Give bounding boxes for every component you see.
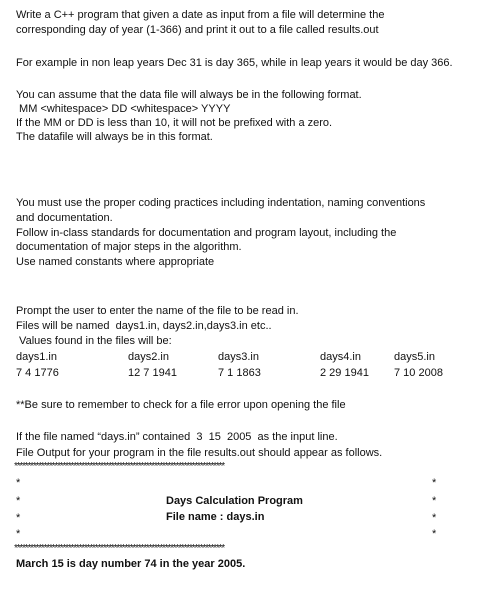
output-intro-line-2: File Output for your program in the file results.out should appear as follows. (16, 447, 383, 459)
intro-line-2: corresponding day of year (1-366) and print it out to a file called results.out (16, 24, 379, 36)
result-line: March 15 is day number 74 in the year 2005. (16, 558, 246, 570)
file-value-5: 7 10 2008 (394, 367, 443, 379)
example-line: For example in non leap years Dec 31 is day 365, while in leap years it would be day 366. (16, 57, 453, 69)
file-name-5: days5.in (394, 351, 435, 363)
practices-line-4: documentation of major steps in the algorithm. (16, 241, 242, 253)
practices-line-5: Use named constants where appropriate (16, 256, 215, 268)
prompt-line-3: Values found in the files will be: (16, 335, 172, 347)
prompt-line-2: Files will be named days1.in, days2.in,days3.in etc.. (16, 320, 272, 332)
file-name-4: days4.in (320, 351, 361, 363)
intro-line-1: Write a C++ program that given a date as input from a file will determine the (16, 9, 385, 21)
file-name-3: days3.in (218, 351, 259, 363)
format-line-4: The datafile will always be in this format. (16, 131, 213, 143)
box-file-line: File name : days.in (166, 511, 265, 523)
star-right-2: * (432, 495, 437, 507)
star-border-top: ****************************************************************************** (14, 461, 224, 472)
practices-line-2: and documentation. (16, 212, 113, 224)
box-title: Days Calculation Program (166, 495, 303, 507)
practices-line-3: Follow in-class standards for documentation and program layout, including the (16, 227, 397, 239)
star-right-4: * (432, 528, 437, 540)
practices-line-1: You must use the proper coding practices including indentation, naming conventions (16, 197, 426, 209)
star-right-3: * (432, 512, 437, 524)
prompt-line-1: Prompt the user to enter the name of the file to be read in. (16, 305, 299, 317)
file-value-1: 7 4 1776 (16, 367, 59, 379)
star-left-4: * (16, 528, 21, 540)
star-left-3: * (16, 512, 21, 524)
star-left-1: * (16, 477, 21, 489)
file-value-4: 2 29 1941 (320, 367, 369, 379)
file-value-2: 12 7 1941 (128, 367, 177, 379)
file-name-1: days1.in (16, 351, 57, 363)
format-line-3: If the MM or DD is less than 10, it will not be prefixed with a zero. (16, 117, 333, 129)
star-border-bottom: ****************************************************************************** (14, 543, 224, 554)
star-left-2: * (16, 495, 21, 507)
file-value-3: 7 1 1863 (218, 367, 261, 379)
format-line-2: MM <whitespace> DD <whitespace> YYYY (16, 103, 231, 115)
file-name-2: days2.in (128, 351, 169, 363)
output-intro-line-1: If the file named “days.in” contained 3 15 2005 as the input line. (16, 431, 338, 443)
star-right-1: * (432, 477, 437, 489)
format-line-1: You can assume that the data file will always be in the following format. (16, 89, 362, 101)
reminder-line: **Be sure to remember to check for a file error upon opening the file (16, 399, 346, 411)
